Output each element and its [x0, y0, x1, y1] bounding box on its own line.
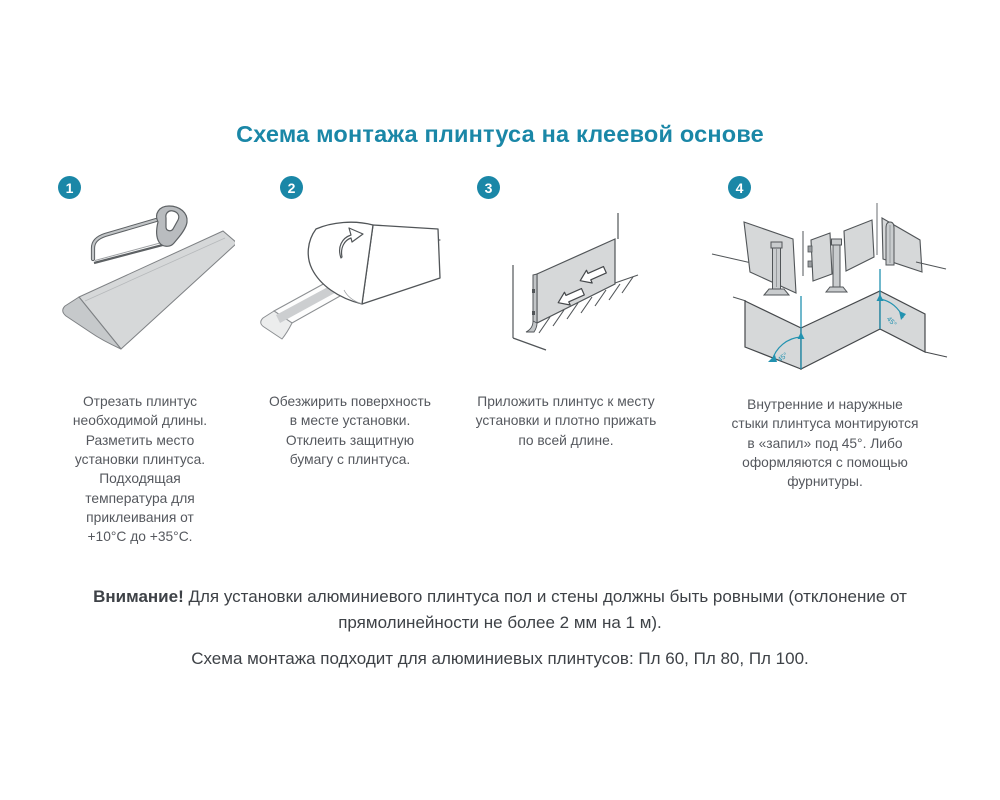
- warning-text: Для установки алюминиевого плинтуса пол и стены должны быть ровными (отклонение от прямолинейности не более 2 мм на 1 м).: [188, 587, 907, 633]
- step-3-number-badge: 3: [477, 176, 500, 199]
- angle-label: 45°: [884, 315, 898, 329]
- step-2-caption: Обезжирить поверхность в месте установки. Отклеить защитную бумагу с плинтуса.: [269, 394, 431, 467]
- step-4-caption: Внутренние и наружные стыки плинтуса монтируются в «запил» под 45°. Либо оформляются с помощью фурнитуры.: [731, 397, 919, 490]
- plinth-panel: [526, 239, 615, 332]
- press-plinth-illustration: [462, 201, 662, 386]
- step-1-caption: Отрезать плинтус необходимой длины. Разметить место установки плинтуса. Подходящая температура для приклеивания от +10°С до +35°С.: [72, 394, 208, 545]
- compatibility-note: Схема монтажа подходит для алюминиевых плинтусов: Пл 60, Пл 80, Пл 100.: [191, 649, 809, 668]
- hacksaw-cut-illustration: [45, 201, 235, 386]
- warning-label: Внимание!: [93, 587, 184, 606]
- corner-fittings-group: [712, 203, 946, 295]
- step-3: [462, 176, 670, 450]
- step-4: [700, 176, 950, 492]
- step-1: [45, 176, 235, 547]
- step-3-caption: Приложить плинтус к месту установки и плотно прижать по всей длине.: [475, 394, 657, 448]
- angle-label: 45°: [776, 351, 790, 364]
- corner-joints-illustration: [700, 201, 950, 389]
- step-2: [250, 176, 450, 469]
- steps-row: [0, 176, 1000, 606]
- step-2-number-badge: 2: [280, 176, 303, 199]
- page-title: Схема монтажа плинтуса на клеевой основе: [236, 121, 764, 147]
- step-1-number-badge: 1: [58, 176, 81, 199]
- step-4-number-badge: 4: [728, 176, 751, 199]
- connector-post: [886, 222, 894, 265]
- warning-note: [60, 584, 940, 637]
- peel-backing-illustration: [250, 201, 450, 386]
